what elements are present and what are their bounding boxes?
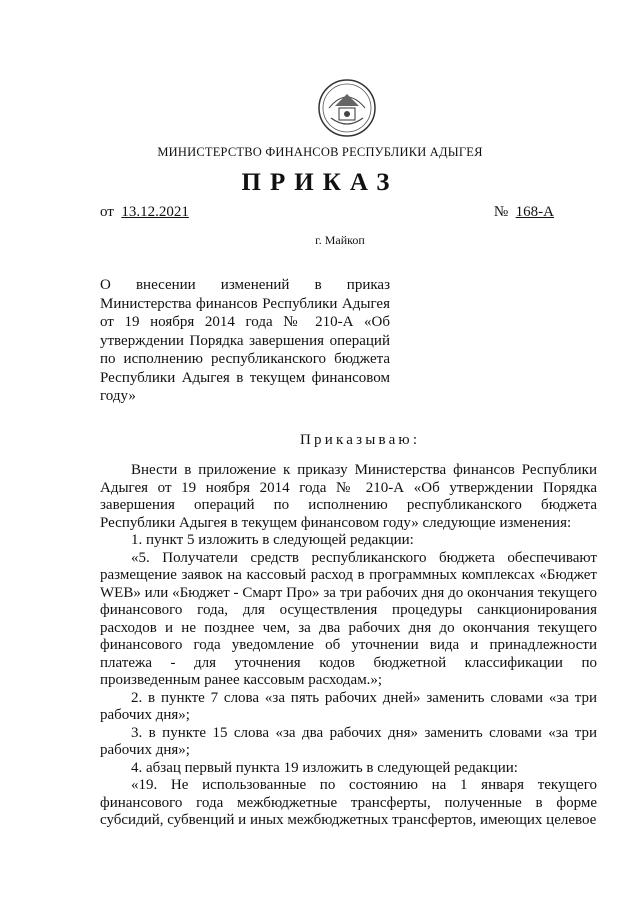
body-item-4-quote: «19. Не использованные по состоянию на 1 января текущего финансового года межбюджетные трансферты, полученные в форме субсидий, субвенций и иных межбюджетных трансфертов, имеющих целевое [100,777,597,828]
document-subject: О внесении изменений в приказ Министерства финансов Республики Адыгея от 19 ноября 2014 года № 210-А «Об утверждении Порядка завершения операций по исполнению республиканского бюджета Республики Адыгея в текущем финансовом году» [100,277,390,404]
date-prefix: от [100,204,114,220]
number-prefix: № [493,204,509,220]
document-date [100,204,189,221]
body-intro: Внести в приложение к приказу Министерства финансов Республики Адыгея от 19 ноября 2014 года № 210-А «Об утверждении Порядка завершения операций по исполнению республиканского бюджета Республики Адыгея в текущем финансовом году» следующие изменения: [100,462,597,531]
document-number [494,204,554,221]
city: г. Майкоп [315,233,365,247]
body-item-4: 4. абзац первый пункта 19 изложить в следующей редакции: [131,759,518,776]
document-title: ПРИКАЗ [241,169,399,196]
document-body [100,462,597,830]
date-value: 13.12.2021 [121,204,189,220]
number-value: 168-А [515,204,554,220]
body-item-2: 2. в пункте 7 слова «за пять рабочих дней» заменить словами «за три рабочих дня»; [100,689,597,723]
ministry-name: МИНИСТЕРСТВО ФИНАНСОВ РЕСПУБЛИКИ АДЫГЕЯ [157,145,483,159]
body-item-1-quote: «5. Получатели средств республиканского бюджета обеспечивают размещение заявок на кассовый расход в программных комплексах «Бюджет WEB» или «Бюджет - Смарт Про» за три рабочих дня до окончания текущего финансового года, для осуществления процедуры санкционирования расходов и не позднее чем, за два рабочих дня до окончания текущего финансового года уведомление об уточнении вида и принадлежности платежа - для уточнения кодов бюджетной классификации по произведенным ранее кассовым расходам.»; [100,549,597,688]
body-item-3: 3. в пункте 15 слова «за два рабочих дня» заменить словами «за три рабочих дня»; [100,724,597,758]
body-item-1: 1. пункт 5 изложить в следующей редакции: [131,532,414,548]
coat-of-arms-icon [317,78,377,138]
order-heading: Приказываю: [300,432,421,448]
